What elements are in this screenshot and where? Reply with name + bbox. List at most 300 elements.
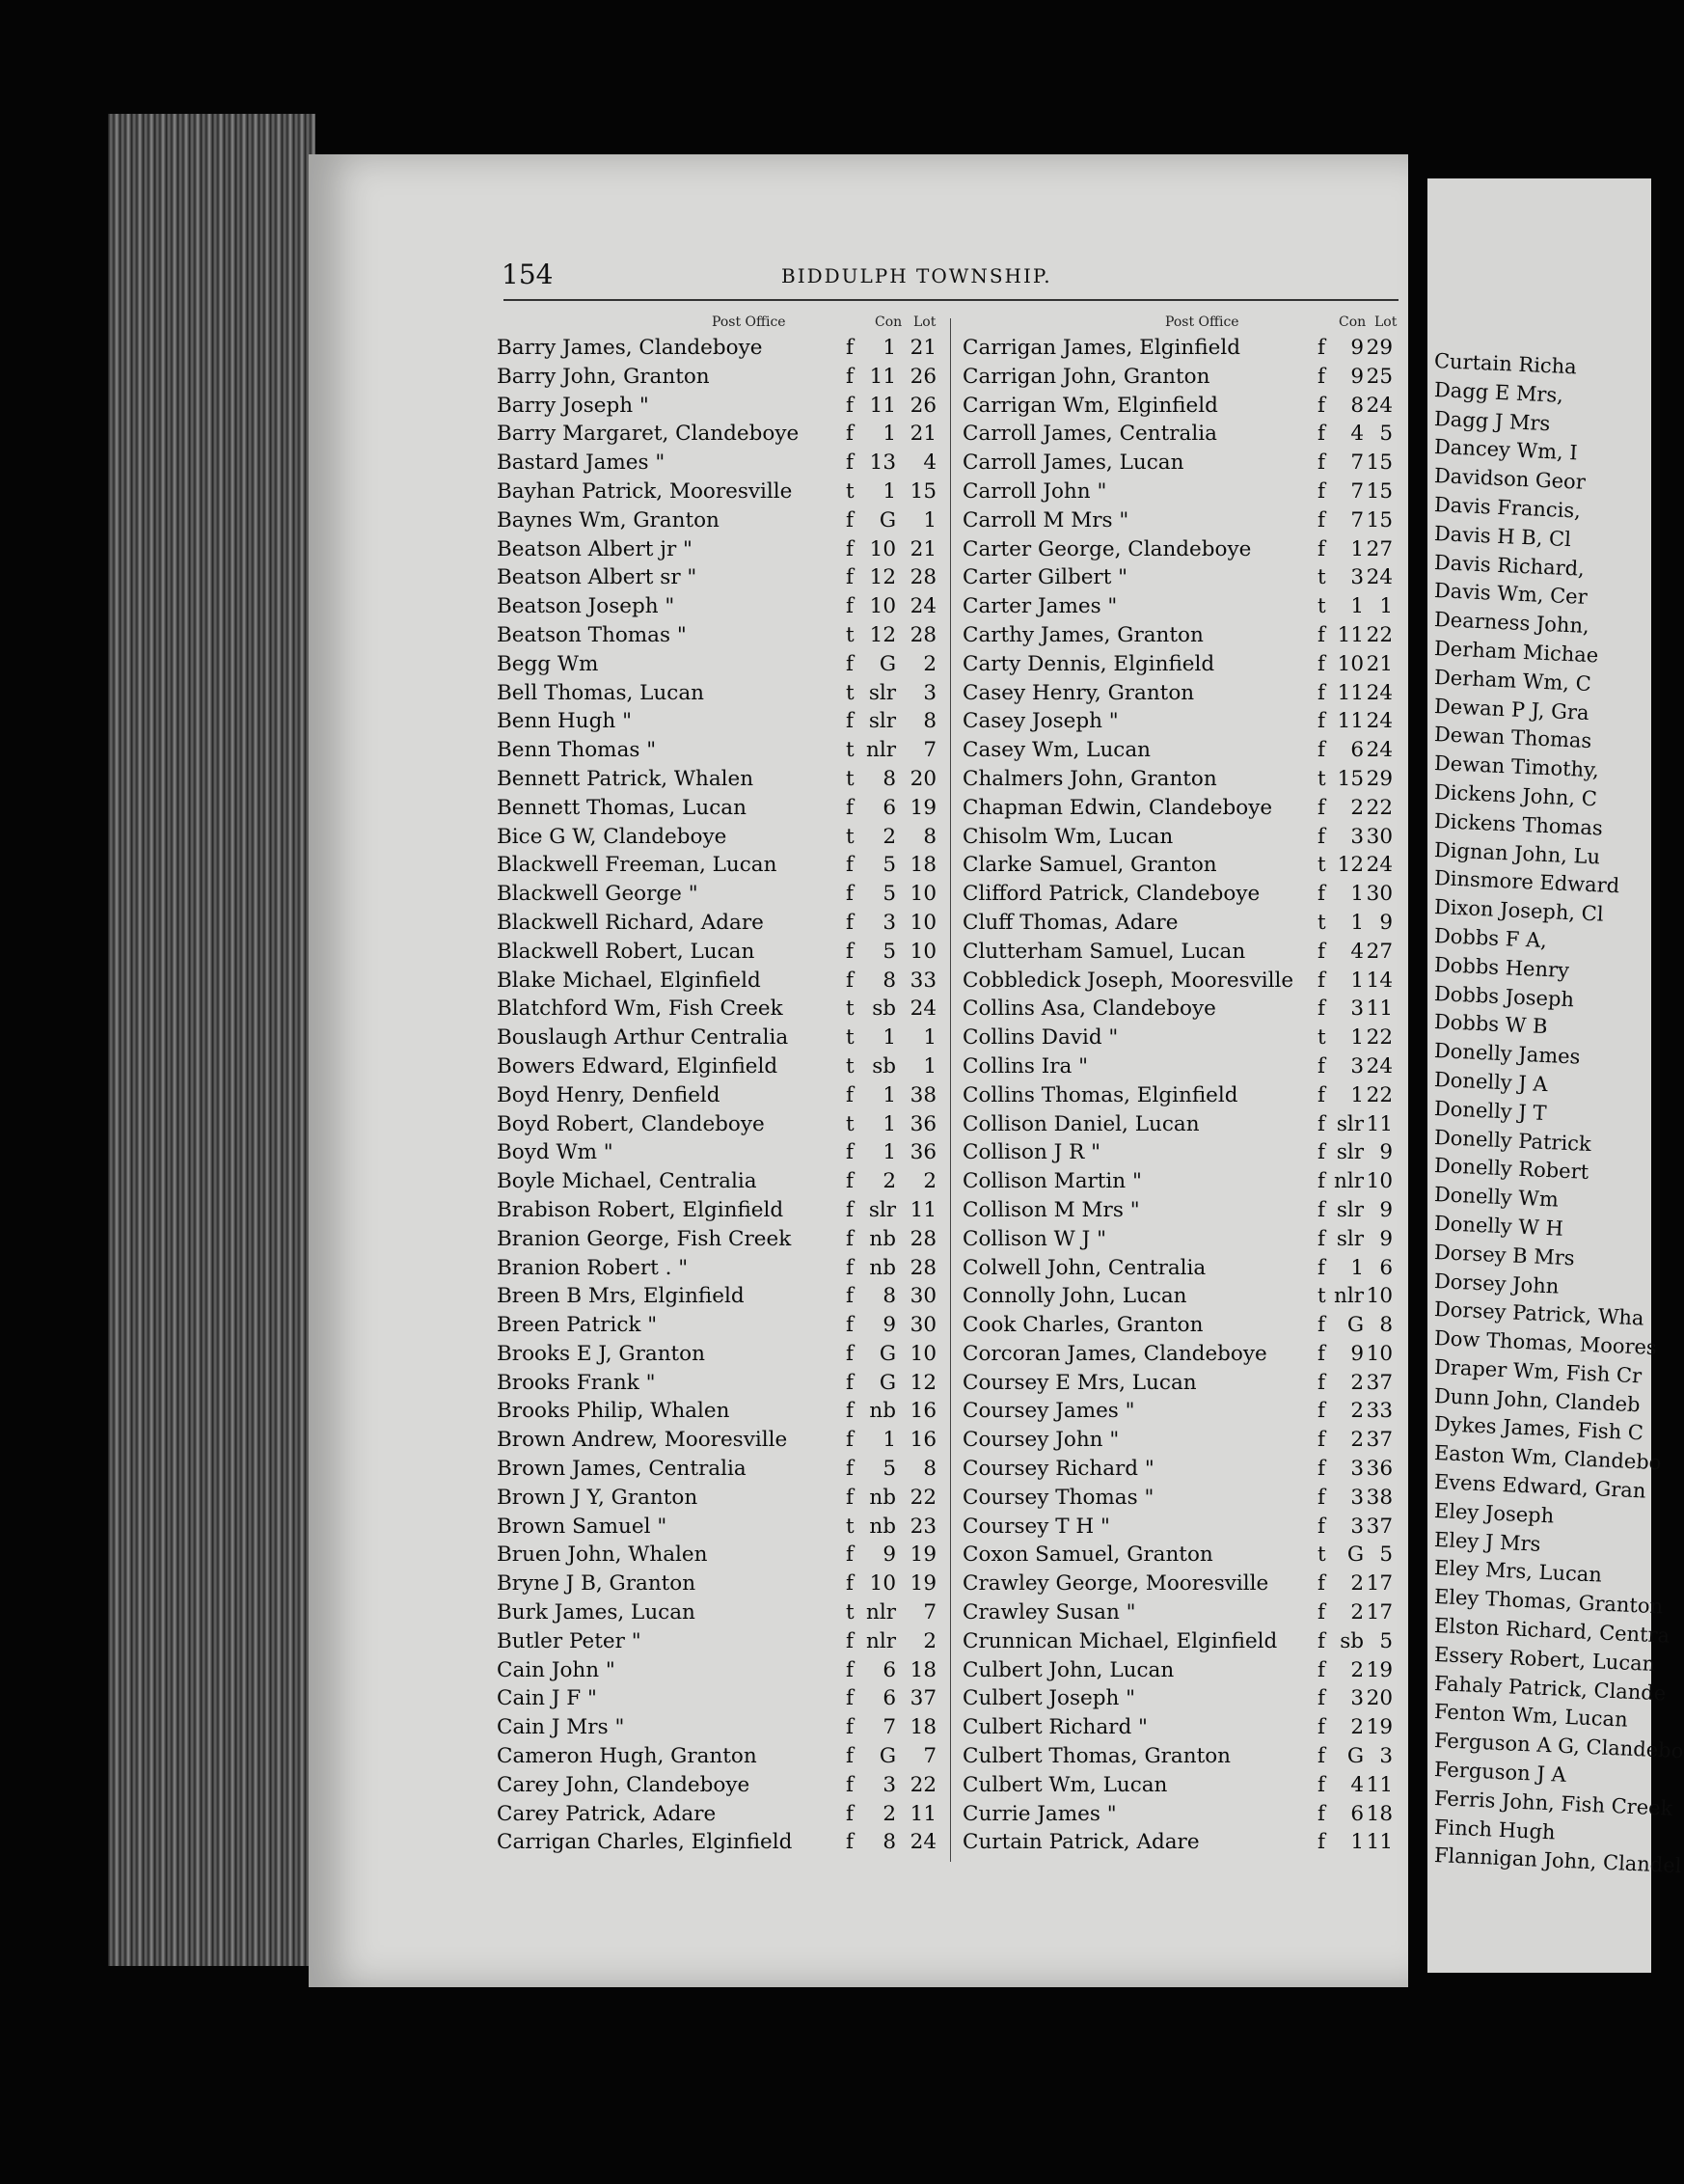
entry-name: Collison J R " [963,1140,1101,1165]
entry-concession: slr [1336,1226,1364,1251]
entry-name: Brown Andrew, Mooresville [497,1428,788,1453]
directory-entry [963,1138,1401,1167]
entry-name: Dickens Thomas [1433,808,1604,840]
entry-concession: 2 [883,824,896,849]
entry-tenure: f [846,1370,854,1395]
entry-name: Derham Michae [1433,636,1599,668]
directory-entry [963,765,1401,794]
entry-lot: 9 [1379,1140,1393,1165]
entry-concession: 7 [1350,450,1364,476]
entry-name: Branion Robert . " [497,1255,689,1280]
entry-name: Fenton Wm, Lucan [1433,1700,1629,1733]
entry-name: Blake Michael, Elginfield [497,968,761,993]
entry-name: Carrigan James, Elginfield [963,336,1240,360]
entry-concession: 5 [883,1457,896,1482]
entry-name: Chapman Edwin, Clandeboye [963,795,1273,820]
entry-tenure: f [1317,680,1325,705]
entry-tenure: f [846,1226,854,1251]
entry-concession: 1 [1350,1082,1364,1107]
entry-tenure: f [1317,795,1325,820]
entry-concession: sb [1340,1628,1364,1653]
entry-name: Ferguson A G, Clandebo [1433,1729,1684,1763]
entry-name: Culbert Wm, Lucan [963,1772,1168,1797]
entry-lot: 23 [910,1514,937,1539]
directory-entry [1433,347,1578,379]
entry-lot: 36 [1366,1457,1393,1482]
directory-entry [1433,893,1605,926]
entry-name: Clarke Samuel, Granton [963,853,1217,878]
entry-concession: nlr [865,1600,896,1625]
directory-entry [1433,1382,1642,1416]
entry-name: Coursey Thomas " [963,1485,1154,1510]
con-header: Con [875,314,903,330]
entry-concession: 8 [1350,393,1364,418]
directory-entry [1433,1268,1560,1298]
entry-lot: 10 [1366,1169,1393,1194]
entry-concession: 8 [883,968,896,993]
entry-tenure: f [1317,1571,1325,1597]
directory-entry [963,823,1401,852]
entry-name: Eley Mrs, Lucan [1433,1556,1603,1588]
entry-name: Dewan P J, Gra [1433,694,1590,724]
directory-entry [963,1397,1401,1426]
entry-concession: 2 [1350,1399,1364,1424]
entry-lot: 18 [910,1657,937,1682]
entry-tenure: f [1317,1053,1325,1078]
entry-tenure: f [1317,1715,1325,1740]
entry-name: Barry Margaret, Clandeboye [497,422,800,447]
directory-entry [497,650,950,679]
entry-name: Boyd Robert, Clandeboye [497,1111,765,1136]
directory-entry [963,1800,1401,1829]
directory-entry [497,707,950,736]
entry-tenure: t [846,824,855,849]
entry-lot: 27 [1366,939,1393,964]
entry-tenure: f [1317,968,1325,993]
entry-name: Beatson Albert jr " [497,536,693,561]
directory-entry [497,1570,950,1598]
entry-lot: 10 [910,939,937,964]
entry-name: Breen B Mrs, Elginfield [497,1284,745,1309]
entry-tenure: f [846,651,854,676]
entry-lot: 9 [1379,1226,1393,1251]
entry-tenure: f [1317,450,1325,476]
directory-entry [963,1828,1401,1857]
entry-tenure: f [1317,1399,1325,1424]
directory-entry [1433,1210,1564,1241]
entry-tenure: f [1317,738,1325,763]
entry-lot: 1 [923,507,937,532]
entry-lot: 12 [910,1370,937,1395]
entry-concession: 11 [1337,709,1364,734]
entry-lot: 7 [923,738,937,763]
directory-entry [1433,1124,1592,1156]
entry-concession: 3 [1350,1514,1364,1539]
entry-lot: 10 [910,1341,937,1366]
directory-entry [963,1484,1401,1513]
entry-lot: 11 [1366,996,1393,1022]
entry-concession: 2 [883,1169,896,1194]
entry-name: Eley J Mrs [1433,1527,1541,1556]
entry-concession: G [879,651,896,676]
entry-name: Davis H B, Cl [1433,521,1572,551]
entry-lot: 1 [1379,594,1393,619]
entry-name: Dagg E Mrs, [1433,377,1564,407]
entry-concession: 9 [1350,336,1364,360]
entry-lot: 16 [910,1428,937,1453]
entry-tenure: f [846,565,854,590]
entry-name: Dobbs W B [1433,1010,1548,1039]
directory-entry [497,334,950,363]
directory-entry [963,1254,1401,1283]
entry-lot: 24 [1366,680,1393,705]
directory-entry [497,392,950,421]
entry-tenure: t [1317,565,1326,590]
directory-entry [497,995,950,1024]
entry-lot: 21 [910,336,937,360]
directory-entry [963,1598,1401,1627]
entry-concession: 2 [1350,795,1364,820]
entry-name: Beatson Joseph " [497,594,675,619]
entry-lot: 9 [1379,910,1393,935]
entry-name: Eley Thomas, Granton [1433,1585,1664,1619]
entry-name: Carey Patrick, Adare [497,1801,717,1826]
directory-entry [497,1513,950,1542]
entry-concession: 2 [883,1801,896,1826]
entry-name: Donelly Patrick [1433,1125,1592,1156]
directory-entry [963,794,1401,823]
entry-name: Brooks Frank " [497,1370,656,1395]
lot-header: Lot [1374,314,1398,330]
entry-concession: 3 [1350,996,1364,1022]
directory-entry [497,449,950,478]
directory-entry [497,1110,950,1139]
entry-lot: 11 [1366,1830,1393,1855]
entry-concession: 13 [869,450,896,476]
entry-concession: 11 [1337,622,1364,647]
entry-name: Davis Wm, Cer [1433,579,1589,610]
entry-tenure: f [1317,1111,1325,1136]
entry-tenure: f [1317,1830,1325,1855]
entry-name: Chalmers John, Granton [963,766,1217,791]
entry-lot: 21 [1366,651,1393,676]
directory-entry [497,1138,950,1167]
entry-tenure: t [1317,1542,1326,1568]
entry-tenure: f [1317,1082,1325,1107]
entry-concession: G [1346,1744,1364,1769]
directory-entry [1433,721,1592,753]
entry-concession: G [879,1370,896,1395]
directory-entry [1433,1439,1662,1475]
directory-entry [497,1254,950,1283]
entry-name: Benn Hugh " [497,709,632,734]
directory-entry [497,1196,950,1225]
directory-entry [497,1742,950,1771]
directory-entry [497,1052,950,1081]
entry-tenure: f [1317,393,1325,418]
entry-lot: 15 [1366,450,1393,476]
entry-name: Dorsey B Mrs [1433,1240,1576,1270]
entry-name: Brown J Y, Granton [497,1485,698,1510]
directory-entry [963,1225,1401,1254]
entry-concession: 9 [883,1313,896,1338]
directory-entry [1433,577,1589,610]
entry-concession: 5 [883,939,896,964]
entry-name: Crawley Susan " [963,1600,1136,1625]
entry-tenure: f [846,536,854,561]
entry-lot: 15 [910,478,937,504]
directory-entry [497,1311,950,1340]
entry-name: Casey Henry, Granton [963,680,1195,705]
entry-concession: 3 [1350,1686,1364,1711]
entry-concession: 1 [1350,882,1364,907]
directory-entry [963,1771,1401,1800]
entry-tenure: f [846,1830,854,1855]
entry-concession: slr [868,680,896,705]
entry-name: Carthy James, Granton [963,622,1204,647]
entry-name: Butler Peter " [497,1628,641,1653]
directory-entry [497,880,950,909]
entry-name: Boyd Wm " [497,1140,613,1165]
entry-concession: 12 [869,565,896,590]
directory-entry [963,1426,1401,1455]
entry-lot: 17 [1366,1600,1393,1625]
directory-entry [1433,549,1586,581]
entry-concession: 2 [1350,1715,1364,1740]
entry-concession: 1 [883,1082,896,1107]
entry-concession: 2 [1350,1571,1364,1597]
entry-tenure: f [1317,1140,1325,1165]
entry-name: Clutterham Samuel, Lucan [963,939,1246,964]
entry-name: Bastard James " [497,450,665,476]
directory-entry [497,1541,950,1570]
entry-name: Coxon Samuel, Granton [963,1542,1213,1568]
entry-concession: 2 [1350,1428,1364,1453]
entry-tenure: f [846,1140,854,1165]
entry-name: Bouslaugh Arthur Centralia [497,1025,789,1051]
directory-entry [497,794,950,823]
entry-name: Currie James " [963,1801,1117,1826]
entry-lot: 29 [1366,766,1393,791]
entry-lot: 28 [910,565,937,590]
entry-name: Bell Thomas, Lucan [497,680,704,705]
entry-concession: slr [1336,1111,1364,1136]
entry-name: Collison M Mrs " [963,1197,1140,1222]
entry-lot: 3 [1379,1744,1393,1769]
directory-entry [963,650,1401,679]
directory-entry [497,1771,950,1800]
directory-entry [1433,606,1590,639]
directory-entry [1433,1296,1644,1330]
entry-tenure: f [1317,939,1325,964]
directory-entry [497,765,950,794]
entry-name: Culbert John, Lucan [963,1657,1175,1682]
entry-concession: G [879,1341,896,1366]
entry-concession: 6 [883,1686,896,1711]
entry-concession: 1 [883,478,896,504]
entry-concession: G [879,1744,896,1769]
directory-entry [497,363,950,392]
entry-concession: 1 [1350,1255,1364,1280]
entry-lot: 38 [910,1082,937,1107]
directory-entry [1433,1152,1589,1185]
directory-entry [497,592,950,621]
directory-entry [497,823,950,852]
entry-name: Corcoran James, Clandeboye [963,1341,1267,1366]
entry-concession: 1 [883,336,896,360]
header-rule [503,299,1399,301]
entry-lot: 15 [1366,507,1393,532]
directory-entry [963,592,1401,621]
entry-lot: 11 [910,1197,937,1222]
directory-entry [963,478,1401,506]
entry-name: Donelly Wm [1433,1183,1560,1212]
entry-name: Dancey Wm, I [1433,435,1579,465]
entry-tenure: f [1317,1169,1325,1194]
entry-lot: 10 [1366,1341,1393,1366]
entry-concession: nb [869,1514,896,1539]
directory-entry [497,506,950,535]
directory-entry [1433,1008,1548,1039]
entry-lot: 19 [910,1542,937,1568]
entry-name: Dow Thomas, Moores [1433,1326,1658,1360]
left-directory-column [497,334,950,1857]
entry-lot: 22 [1366,795,1393,820]
running-head: BIDDULPH TOWNSHIP. [781,264,1052,287]
entry-concession: 1 [1350,910,1364,935]
directory-entry [497,736,950,765]
entry-tenure: f [1317,1514,1325,1539]
entry-name: Dorsey John [1433,1269,1560,1298]
directory-entry [497,1455,950,1484]
post-office-header: Post Office [712,314,786,330]
entry-tenure: f [846,1542,854,1568]
entry-tenure: f [846,1197,854,1222]
entry-concession: nb [869,1485,896,1510]
entry-lot: 19 [910,795,937,820]
entry-name: Coursey James " [963,1399,1135,1424]
directory-entry [963,1369,1401,1398]
entry-tenure: t [1317,1284,1326,1309]
directory-entry [1433,1324,1658,1360]
entry-name: Cain John " [497,1657,615,1682]
entry-name: Barry Joseph " [497,393,649,418]
entry-concession: 4 [1350,422,1364,447]
entry-name: Donelly Robert [1433,1154,1589,1185]
entry-concession: 10 [869,536,896,561]
entry-tenure: f [846,1313,854,1338]
entry-tenure: f [846,393,854,418]
entry-lot: 5 [1379,422,1393,447]
entry-name: Carey John, Clandeboye [497,1772,750,1797]
directory-entry [963,679,1401,708]
entry-lot: 24 [1366,709,1393,734]
entry-tenure: t [846,622,855,647]
entry-name: Brabison Robert, Elginfield [497,1197,784,1222]
entry-tenure: f [1317,1744,1325,1769]
directory-entry [963,880,1401,909]
entry-tenure: f [1317,1226,1325,1251]
directory-entry [497,1225,950,1254]
entry-tenure: f [846,795,854,820]
entry-concession: slr [1336,1140,1364,1165]
entry-lot: 8 [923,1457,937,1482]
entry-concession: 3 [883,910,896,935]
entry-name: Bowers Edward, Elginfield [497,1053,778,1078]
directory-entry [497,851,950,880]
entry-tenure: f [846,450,854,476]
entry-concession: 6 [1350,738,1364,763]
entry-tenure: f [846,1772,854,1797]
entry-concession: 10 [869,1571,896,1597]
entry-lot: 3 [923,680,937,705]
entry-concession: 1 [883,1111,896,1136]
entry-concession: slr [868,709,896,734]
entry-tenure: f [846,1686,854,1711]
directory-entry [1433,1037,1581,1069]
entry-concession: 10 [1337,651,1364,676]
entry-name: Branion George, Fish Creek [497,1226,792,1251]
entry-name: Barry John, Granton [497,364,710,389]
entry-concession: 6 [883,795,896,820]
entry-tenure: f [846,1657,854,1682]
directory-entry [963,334,1401,363]
directory-entry [1433,1583,1664,1619]
entry-lot: 29 [1366,336,1393,360]
entry-tenure: f [1317,1772,1325,1797]
entry-tenure: t [846,738,855,763]
directory-entry [1433,922,1548,953]
entry-name: Collison Martin " [963,1169,1142,1194]
entry-name: Carroll M Mrs " [963,507,1129,532]
entry-concession: 8 [883,766,896,791]
entry-name: Dinsmore Edward [1433,866,1620,898]
entry-name: Dykes James, Fish C [1433,1412,1644,1445]
directory-entry [963,851,1401,880]
entry-tenure: f [846,1169,854,1194]
entry-tenure: f [846,1255,854,1280]
directory-entry [1433,980,1575,1011]
page-header [502,259,1399,297]
entry-lot: 24 [910,996,937,1022]
entry-name: Dignan John, Lu [1433,837,1601,869]
entry-name: Dewan Timothy, [1433,751,1600,782]
entry-name: Culbert Richard " [963,1715,1148,1740]
directory-entry [497,1713,950,1742]
entry-concession: nlr [1333,1284,1364,1309]
entry-name: Breen Patrick " [497,1313,658,1338]
entry-concession: nb [869,1399,896,1424]
entry-name: Dagg J Mrs [1433,406,1551,435]
directory-entry [497,1656,950,1685]
entry-name: Donelly W H [1433,1211,1564,1241]
directory-entry [1433,1497,1555,1528]
directory-entry [1433,405,1551,435]
entry-lot: 16 [910,1399,937,1424]
entry-concession: 1 [1350,594,1364,619]
entry-tenure: f [846,709,854,734]
entry-name: Curtain Richa [1433,349,1578,379]
post-office-header: Post Office [1165,314,1239,330]
directory-entry [963,1167,1401,1196]
entry-concession: nlr [865,1628,896,1653]
entry-name: Brooks E J, Granton [497,1341,705,1366]
directory-entry [1433,1785,1673,1820]
entry-lot: 22 [910,1772,937,1797]
entry-lot: 18 [1366,1801,1393,1826]
entry-tenure: f [846,1715,854,1740]
entry-concession: G [1346,1313,1364,1338]
